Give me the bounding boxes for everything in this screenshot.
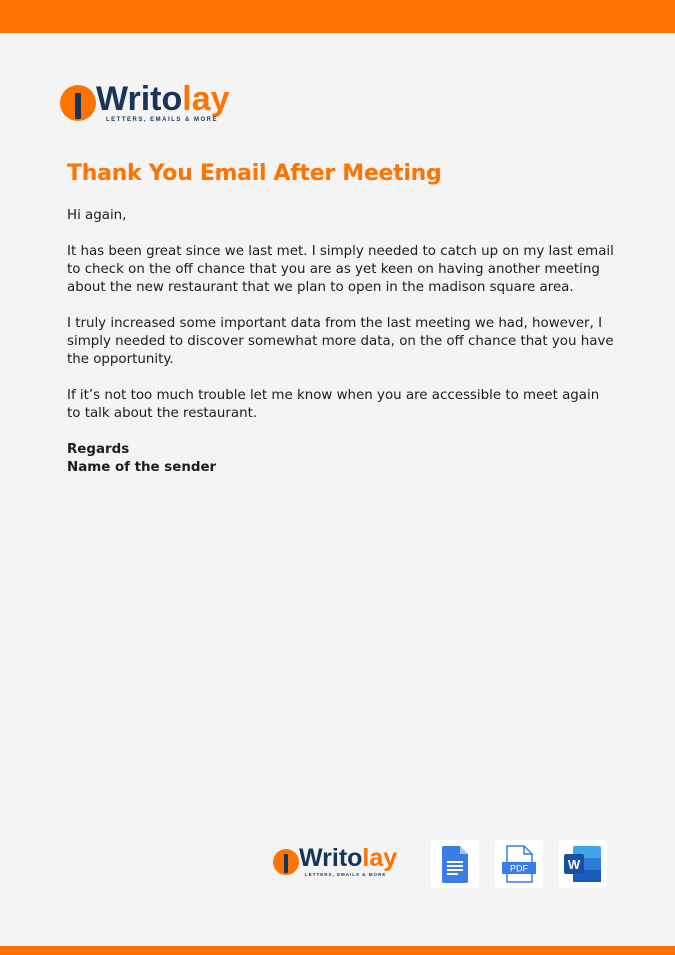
- greeting: Hi again,: [67, 208, 127, 223]
- logo-text-1: Writo: [299, 844, 363, 872]
- signature: [67, 441, 627, 477]
- logo-text-1: Writo: [96, 80, 183, 118]
- pdf-icon: [495, 840, 543, 888]
- paragraph-3: If it’s not too much trouble let me know when you are accessible to meet again to talk about the restaurant.: [67, 388, 600, 421]
- logo-text-2: lay: [362, 844, 398, 872]
- paragraph-2: I truly increased some important data from the last meeting we had, however, I simply needed to discover somewhat more data, on the off chance that you have the opportunity.: [67, 316, 614, 367]
- closing: Regards: [67, 442, 130, 457]
- google-docs-download-button[interactable]: [431, 840, 479, 888]
- pdf-label: PDF: [510, 863, 528, 874]
- microsoft-word-icon: [559, 840, 607, 888]
- paragraph-1: It has been great since we last met. I simply needed to catch up on my last email to check on the off chance that you are as yet keen on having another meeting about the new restaurant that we plan to open in the madison square area.: [67, 244, 614, 295]
- logo-tagline: LETTERS, EMAILS & MORE: [305, 872, 387, 877]
- google-docs-icon: [431, 840, 479, 888]
- top-accent-bar: [0, 0, 675, 33]
- footer-writolay-logo: [273, 846, 397, 877]
- word-download-button[interactable]: [559, 840, 607, 888]
- document-title: Thank You Email After Meeting: [67, 161, 442, 186]
- pdf-download-button[interactable]: [495, 840, 543, 888]
- word-label: W: [567, 857, 581, 872]
- writolay-logo: [60, 82, 230, 124]
- sender-name: Name of the sender: [67, 460, 217, 475]
- letter-body: [67, 207, 627, 477]
- pencil-logo-icon: [60, 85, 96, 121]
- logo-text-2: lay: [182, 80, 230, 118]
- bottom-accent-bar: [0, 946, 675, 955]
- logo-tagline: LETTERS, EMAILS & MORE: [106, 117, 219, 123]
- pencil-logo-icon: [273, 849, 299, 875]
